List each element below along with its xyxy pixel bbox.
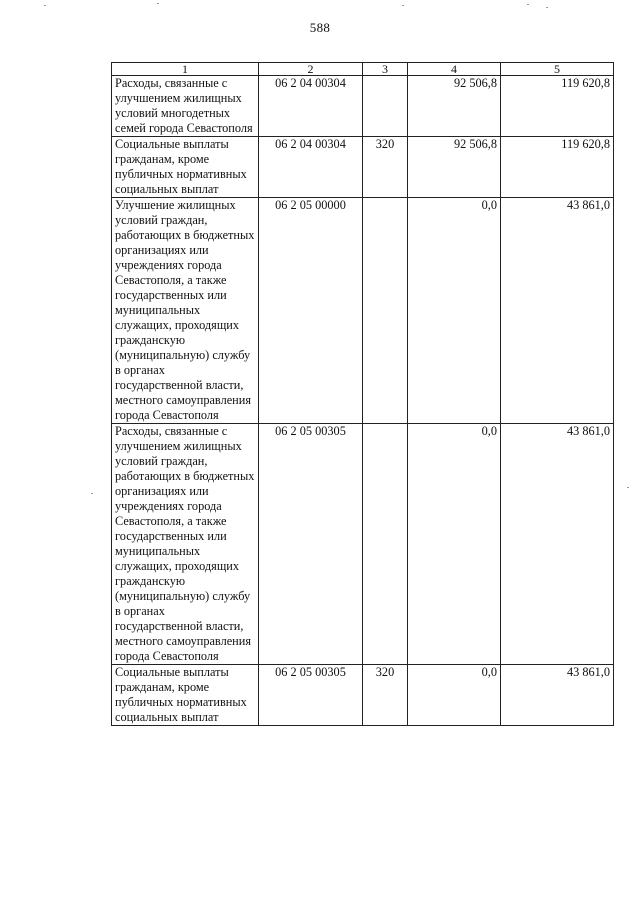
scan-speck (91, 493, 93, 494)
row-value-b-cell: 43 861,0 (501, 424, 614, 665)
scan-speck (546, 7, 548, 8)
scan-speck (627, 487, 629, 488)
row-value-a-cell: 92 506,8 (408, 76, 501, 137)
row-type-cell (363, 424, 408, 665)
row-name-cell: Социальные выплаты гражданам, кроме публичных нормативных социальных выплат (112, 137, 259, 198)
scan-speck (44, 5, 46, 6)
column-header-2: 2 (259, 63, 363, 76)
row-name-cell: Улучшение жилищных условий граждан, работающих в бюджетных организациях или учреждениях города Севастополя, а также государственных или муниципальных служащих, проходящих гражданскую (муниципальную) службу в органах государственной власти, местного самоуправления города Севастополя (112, 198, 259, 424)
row-code-cell: 06 2 04 00304 (259, 76, 363, 137)
row-value-a-cell: 92 506,8 (408, 137, 501, 198)
row-type-cell: 320 (363, 665, 408, 726)
scan-speck (157, 3, 159, 4)
scan-speck (402, 5, 404, 6)
row-type-cell (363, 198, 408, 424)
budget-table (111, 62, 614, 726)
table-row (112, 424, 614, 665)
row-code-cell: 06 2 04 00304 (259, 137, 363, 198)
row-code-cell: 06 2 05 00305 (259, 665, 363, 726)
table-row (112, 665, 614, 726)
row-value-b-cell: 43 861,0 (501, 665, 614, 726)
row-type-cell (363, 76, 408, 137)
column-header-1: 1 (112, 63, 259, 76)
page-number: 588 (309, 20, 331, 35)
table-header-row (112, 63, 614, 76)
column-header-5: 5 (501, 63, 614, 76)
column-header-3: 3 (363, 63, 408, 76)
row-name-cell: Расходы, связанные с улучшением жилищных условий граждан, работающих в бюджетных организациях или учреждениях города Севастополя, а также государственных или муниципальных служащих, проходящих гражданскую (муниципальную) службу в органах государственной власти, местного самоуправления города Севастополя (112, 424, 259, 665)
row-value-a-cell: 0,0 (408, 198, 501, 424)
row-value-a-cell: 0,0 (408, 665, 501, 726)
row-value-b-cell: 119 620,8 (501, 137, 614, 198)
table-row (112, 76, 614, 137)
row-code-cell: 06 2 05 00000 (259, 198, 363, 424)
row-type-cell: 320 (363, 137, 408, 198)
row-name-cell: Социальные выплаты гражданам, кроме публичных нормативных социальных выплат (112, 665, 259, 726)
table-row (112, 137, 614, 198)
column-header-4: 4 (408, 63, 501, 76)
row-value-a-cell: 0,0 (408, 424, 501, 665)
table-row (112, 198, 614, 424)
row-value-b-cell: 119 620,8 (501, 76, 614, 137)
row-name-cell: Расходы, связанные с улучшением жилищных условий многодетных семей города Севастополя (112, 76, 259, 137)
row-value-b-cell: 43 861,0 (501, 198, 614, 424)
scan-speck (527, 4, 529, 5)
row-code-cell: 06 2 05 00305 (259, 424, 363, 665)
